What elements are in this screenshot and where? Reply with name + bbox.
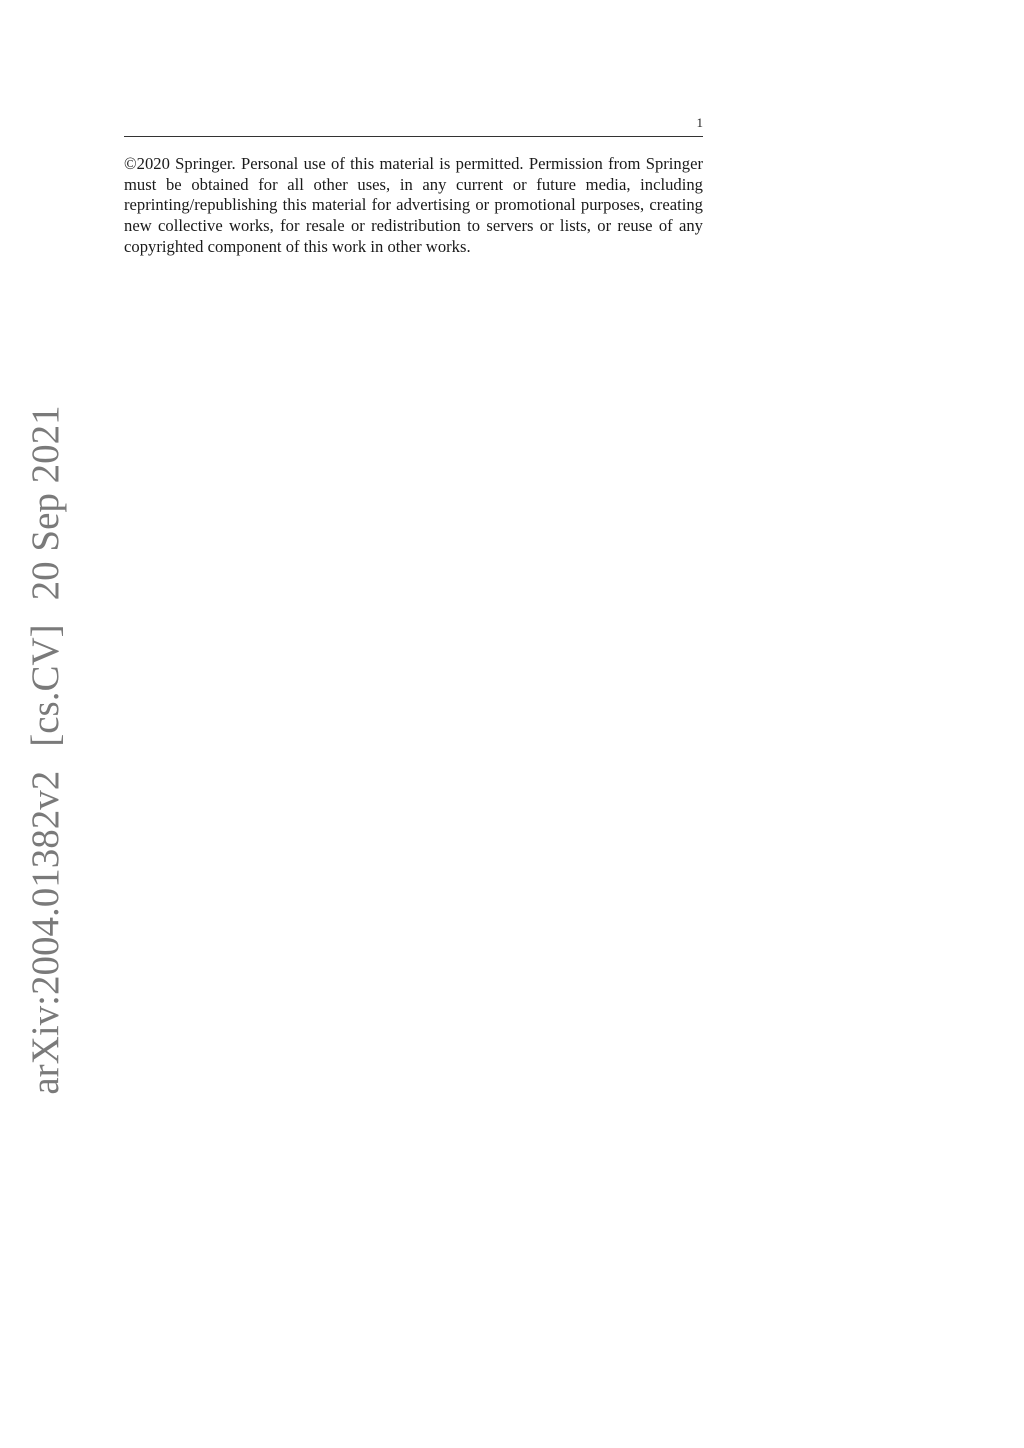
arxiv-date: 20 Sep 2021 — [24, 405, 67, 601]
arxiv-category: [cs.CV] — [24, 624, 67, 747]
arxiv-stamp — [26, 405, 66, 1094]
arxiv-identifier: arXiv:2004.01382v2 — [24, 770, 67, 1095]
header-rule — [124, 136, 703, 137]
page-number: 1 — [696, 115, 703, 130]
copyright-notice: ©2020 Springer. Personal use of this material is permitted. Permission from Springer must be obtained for all other uses, in any current or future media, including reprinting/republishing this material for advertising or promotional purposes, creating new collective works, for resale or redistribution to servers or lists, or reuse of any copyrighted component of this work in other works. — [124, 154, 703, 256]
